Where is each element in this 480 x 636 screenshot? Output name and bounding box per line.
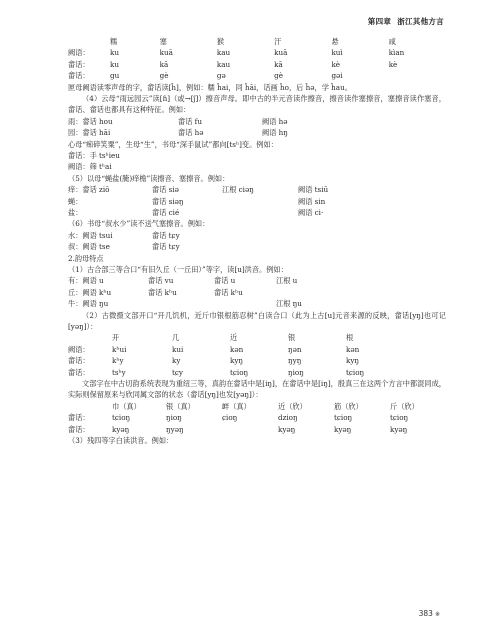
example-row — [68, 207, 446, 218]
phonetic-cell: kyəŋ — [112, 424, 130, 434]
phonetic-cell: kyəŋ — [390, 424, 408, 434]
example-row — [68, 127, 446, 138]
example-cell: 阙语 hŋ — [262, 128, 288, 138]
dialect-label: 畲话： — [68, 356, 90, 366]
dialect-label: 畲话： — [68, 413, 90, 423]
phonetic-cell: kuì — [331, 48, 343, 58]
table7-row — [68, 424, 446, 435]
table1-char: 塞 — [159, 37, 167, 46]
phonetic-cell: kyŋ — [230, 356, 244, 366]
phonetic-cell: kìan — [388, 48, 405, 58]
phonetic-cell: ku — [110, 59, 119, 69]
example-cell: 畲话 kʰu — [214, 287, 243, 297]
dialect-label: 畲话： — [68, 59, 90, 69]
phonetic-cell: ŋən — [288, 344, 302, 354]
table6-char: 几 — [172, 333, 180, 343]
example-line: 畲话：手 tsʰieu — [68, 150, 120, 160]
table6-char: 开 — [112, 333, 120, 343]
chapter-title: 浙江其他方言 — [397, 17, 444, 26]
phonetic-cell: gu — [110, 71, 120, 81]
example-row — [68, 184, 446, 195]
example-row — [68, 230, 446, 241]
phonetic-cell: gə — [216, 71, 226, 81]
page-body — [68, 36, 446, 446]
table7-char: 斤（欣） — [390, 401, 419, 411]
dialect-label: 畲话： — [68, 367, 90, 377]
paragraph: 文部字在中古切韵系统表现为重纽三等，真韵在畲话中是[iŋ]，在畲话中是[iŋ]，殷真三在这两个方言中都混同成，实际则保留原来与欣同属文部的状态（畲话[yŋ]也发[yəŋ]）： — [68, 378, 446, 400]
table7-char: 衅（真） — [222, 401, 251, 411]
example-cell: 盐： — [68, 207, 83, 217]
example-cell: 畲话 vu — [148, 276, 174, 286]
table1-row — [68, 47, 446, 58]
example-cell: 阙语 ci· — [298, 207, 324, 217]
chapter-label: 第四章 — [367, 17, 392, 26]
phonetic-cell: ku — [110, 48, 119, 58]
table1-row — [68, 70, 446, 81]
example-cell: 畲话 cié — [152, 207, 180, 217]
phonetic-cell: dzioŋ — [278, 413, 298, 423]
phonetic-cell: tɕioŋ — [390, 413, 409, 423]
example-cell: 牛：阙语 ŋu — [68, 299, 109, 309]
example-row — [68, 298, 446, 309]
example-cell: 蝇： — [68, 196, 83, 206]
phonetic-cell: kā — [159, 59, 169, 69]
paragraph: 匣母阙语读零声母的字，畲话读[ĥ]，例如：糯 ĥai，同 ĥāi，话画 ĥo，后 ĥə，学 ĥau。 — [68, 82, 352, 92]
example-cell: 痒：畲话 ziō — [68, 185, 110, 195]
table1-char: 咸 — [388, 37, 396, 46]
paragraph: 心母“痴碎笑粟”，生母“生”，书母“深手鼠试”都向[tsʰ]变。例如： — [68, 139, 278, 149]
paragraph: （1）古合部三等合口“有旧久丘（一丘田）”等字，读[u]洪音。例如： — [68, 264, 288, 274]
example-cell: 阙语 hə — [262, 116, 288, 126]
phonetic-cell: tɕy — [172, 367, 183, 377]
example-cell: 畲话 fu — [178, 116, 202, 126]
table1-char: 猴 — [216, 37, 225, 46]
phonetic-cell: kui — [172, 344, 184, 354]
paragraph: （6）书母“叔水少”读不送气塞擦音。例如： — [68, 219, 210, 229]
example-cell: 阙语 tsiū — [298, 185, 329, 195]
phonetic-cell: kè — [331, 59, 341, 69]
table6-row — [68, 367, 446, 378]
phonetic-cell: tɕioŋ — [230, 367, 249, 377]
table1-row — [68, 59, 446, 70]
table6-row — [68, 344, 446, 355]
phonetic-cell: kʰy — [112, 356, 124, 366]
paragraph: （4）云母“雨远园云”读[ɦ]（或→[ʃ]）擦音声母。即中古的半元音读作擦音，擦音读作塞擦音，塞擦音读作塞音，畲话、畲话也都具有这种特征。例如： — [68, 93, 446, 115]
phonetic-cell: kuā — [274, 48, 288, 58]
phonetic-cell: kən — [346, 344, 360, 354]
example-row — [68, 241, 446, 252]
phonetic-cell: kau — [216, 59, 231, 69]
phonetic-cell: gəi — [331, 71, 343, 81]
phonetic-cell: ŋyŋ — [288, 356, 302, 366]
phonetic-cell: tsʰy — [112, 367, 126, 377]
page-ornament: ※ — [434, 611, 440, 618]
phonetic-cell: gè — [274, 71, 284, 81]
phonetic-cell: kā — [274, 59, 283, 69]
phonetic-cell: ŋyəŋ — [166, 424, 184, 434]
example-row — [68, 196, 446, 207]
paragraph: （2）古微摄文部开口“开几饥机，近斤巾银根筋忍树”白读合口（此为上古[u]元音来源的反映，畲话[yŋ]也可记[yəŋ]）： — [68, 310, 446, 331]
page-number-value: 383 — [418, 609, 433, 618]
phonetic-cell: tɕioŋ — [112, 413, 131, 423]
example-cell: 畲话 tɕy — [152, 242, 180, 252]
phonetic-cell: kyŋ — [346, 356, 360, 366]
phonetic-cell: kau — [216, 48, 231, 58]
example-cell: 畲话 tɕy — [152, 230, 180, 240]
dialect-label: 畲话： — [68, 424, 90, 434]
phonetic-cell: kən — [230, 344, 244, 354]
example-cell: 叔：阙语 tse — [68, 242, 110, 252]
example-cell: 畲话 siə — [152, 185, 179, 195]
phonetic-cell: ky — [172, 356, 181, 366]
example-cell: 江根 u — [276, 276, 298, 286]
example-cell: 水：阙语 tsui — [68, 230, 113, 240]
table7-header — [68, 401, 446, 412]
phonetic-cell: kuā — [159, 48, 173, 58]
example-cell: 丘：阙语 kʰu — [68, 287, 112, 297]
phonetic-cell: kyəŋ — [278, 424, 296, 434]
phonetic-cell: kyəŋ — [334, 424, 352, 434]
phonetic-cell: kʰui — [112, 344, 127, 354]
example-cell: 江根 ŋu — [276, 299, 302, 309]
table6-header — [68, 332, 446, 343]
section-heading: 2.韵母特点 — [68, 253, 104, 263]
paragraph: （5）以母“蝇盐(腌)痒檐”读擦音、塞擦音。例如： — [68, 173, 230, 183]
phonetic-cell: tɕioŋ — [334, 413, 353, 423]
phonetic-cell: ɕioŋ — [222, 413, 238, 423]
paragraph: （3）残四等字白读洪音。例如： — [68, 435, 174, 445]
page-number — [419, 609, 440, 618]
example-cell: 畲话 u — [214, 276, 236, 286]
table7-char: 近（欣） — [278, 401, 307, 411]
dialect-label: 阙语： — [68, 48, 90, 58]
example-line: 阙语：筛 tʰai — [68, 162, 112, 172]
phonetic-cell: ŋioŋ — [288, 367, 304, 377]
example-cell: 畲话 kʰu — [148, 287, 177, 297]
example-cell: 园：畲话 hāi — [68, 128, 111, 138]
running-header — [362, 16, 444, 27]
table1-char: 汗 — [274, 37, 282, 46]
table1-char: 糯 — [110, 37, 118, 46]
example-cell: 畲话 hə — [178, 128, 204, 138]
phonetic-cell: kè — [388, 59, 398, 69]
table7-row — [68, 412, 446, 423]
example-cell: 雨：畲话 hou — [68, 116, 113, 126]
table6-char: 银 — [288, 333, 296, 343]
example-row — [68, 287, 446, 298]
phonetic-cell: ŋioŋ — [166, 413, 182, 423]
table7-char: 巾（真） — [112, 401, 141, 411]
example-cell: 有：阙语 u — [68, 276, 104, 286]
table1-char: 悬 — [331, 37, 339, 46]
table7-char: 银（真） — [166, 401, 195, 411]
example-cell: 阙语 sin — [298, 196, 326, 206]
example-cell: 江根 ciəŋ — [222, 185, 254, 195]
example-row — [68, 116, 446, 127]
example-cell: 畲话 siəŋ — [152, 196, 184, 206]
dialect-label: 畲话： — [68, 71, 90, 81]
table7-char: 筋（欣） — [334, 401, 363, 411]
table6-char: 根 — [346, 333, 354, 343]
table1-header — [68, 36, 446, 47]
phonetic-cell: gè — [159, 71, 169, 81]
example-row — [68, 275, 446, 286]
dialect-label: 阙语： — [68, 344, 90, 354]
phonetic-cell: tɕioŋ — [346, 367, 365, 377]
table6-char: 近 — [230, 333, 238, 343]
table6-row — [68, 355, 446, 366]
